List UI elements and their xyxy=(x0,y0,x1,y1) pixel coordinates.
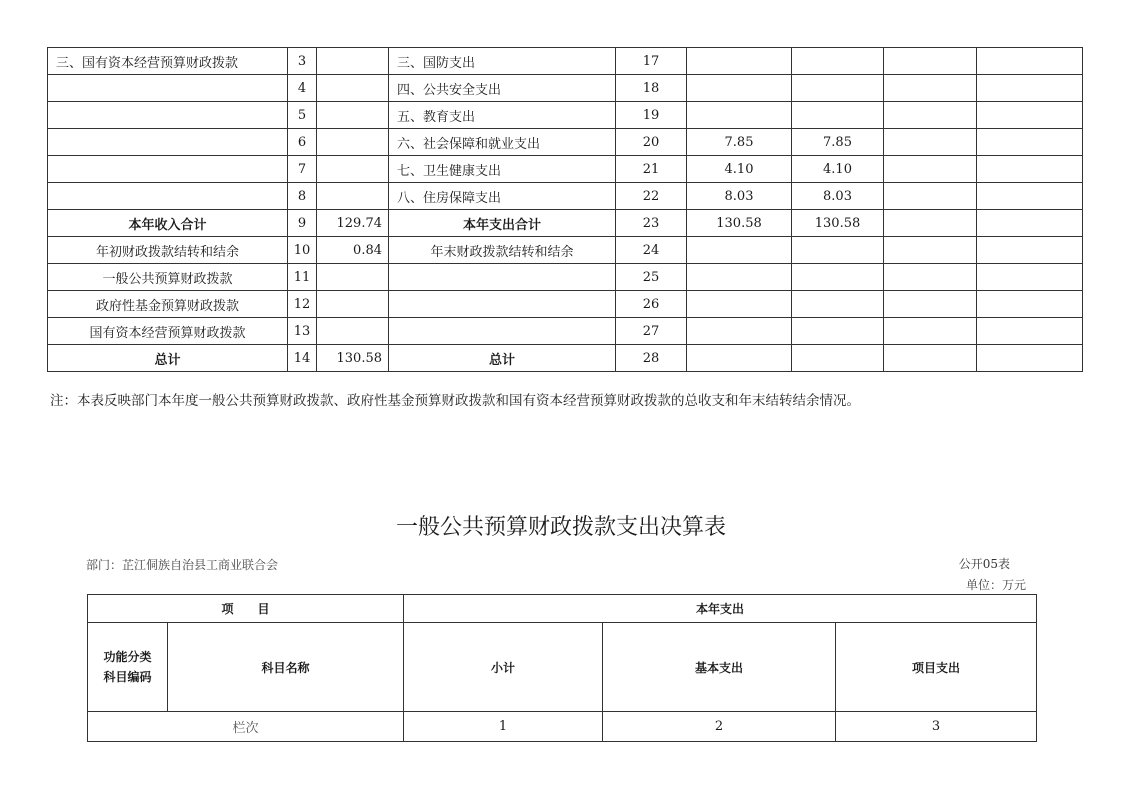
income-row-number: 4 xyxy=(288,75,317,102)
expense-col-4 xyxy=(977,129,1083,156)
expense-subtotal xyxy=(687,264,792,291)
expense-row-number: 24 xyxy=(616,237,687,264)
expense-col-4 xyxy=(977,75,1083,102)
expense-col-3 xyxy=(884,345,977,372)
expense-col-4 xyxy=(977,264,1083,291)
expense-row-number: 18 xyxy=(616,75,687,102)
expense-col-3 xyxy=(884,75,977,102)
expense-col-2 xyxy=(792,291,884,318)
expense-item: 八、住房保障支出 xyxy=(389,183,616,210)
income-amount xyxy=(317,183,389,210)
income-row-number: 5 xyxy=(288,102,317,129)
income-item: 一般公共预算财政拨款 xyxy=(48,264,288,291)
income-amount xyxy=(317,156,389,183)
expense-col-3 xyxy=(884,210,977,237)
income-row-number: 6 xyxy=(288,129,317,156)
income-amount xyxy=(317,318,389,345)
expense-col-4 xyxy=(977,291,1083,318)
income-row-number: 7 xyxy=(288,156,317,183)
expense-col-3 xyxy=(884,318,977,345)
expense-col-3 xyxy=(884,129,977,156)
table-row xyxy=(48,291,1083,318)
expense-col-4 xyxy=(977,183,1083,210)
income-expense-table xyxy=(47,47,1083,372)
col-number-1: 1 xyxy=(404,712,603,742)
expense-col-2 xyxy=(792,48,884,75)
expense-item: 六、社会保障和就业支出 xyxy=(389,129,616,156)
expense-col-2: 7.85 xyxy=(792,129,884,156)
expense-col-3 xyxy=(884,48,977,75)
expense-row-number: 22 xyxy=(616,183,687,210)
expense-subtotal xyxy=(687,102,792,129)
income-amount xyxy=(317,48,389,75)
expense-subtotal: 8.03 xyxy=(687,183,792,210)
income-item xyxy=(48,102,288,129)
income-row-number: 12 xyxy=(288,291,317,318)
expense-col-2 xyxy=(792,318,884,345)
expense-col-3 xyxy=(884,264,977,291)
expense-subtotal xyxy=(687,345,792,372)
table-row xyxy=(48,210,1083,237)
table-row xyxy=(48,48,1083,75)
expense-col-3 xyxy=(884,102,977,129)
col-number-2: 2 xyxy=(603,712,836,742)
expense-col-4 xyxy=(977,156,1083,183)
income-row-number: 3 xyxy=(288,48,317,75)
table-row xyxy=(48,264,1083,291)
table-note: 注：本表反映部门本年度一般公共预算财政拨款、政府性基金预算财政拨款和国有资本经营预算财政拨款的总收支和年末结转结余情况。 xyxy=(50,393,860,409)
row-label: 栏次 xyxy=(88,712,404,742)
income-row-number: 14 xyxy=(288,345,317,372)
expense-col-4 xyxy=(977,102,1083,129)
expense-col-2: 8.03 xyxy=(792,183,884,210)
expense-col-3 xyxy=(884,291,977,318)
income-amount: 130.58 xyxy=(317,345,389,372)
expense-col-4 xyxy=(977,345,1083,372)
expense-col-4 xyxy=(977,237,1083,264)
income-row-number: 10 xyxy=(288,237,317,264)
expense-col-4 xyxy=(977,48,1083,75)
income-amount: 129.74 xyxy=(317,210,389,237)
income-row-number: 11 xyxy=(288,264,317,291)
header-item: 项 目 xyxy=(88,595,404,623)
expenditure-table xyxy=(87,594,1037,742)
expense-subtotal xyxy=(687,48,792,75)
header-current-year: 本年支出 xyxy=(404,595,1037,623)
expense-subtotal: 4.10 xyxy=(687,156,792,183)
income-amount xyxy=(317,291,389,318)
expense-row-number: 20 xyxy=(616,129,687,156)
expense-row-number: 19 xyxy=(616,102,687,129)
income-amount xyxy=(317,75,389,102)
income-row-number: 13 xyxy=(288,318,317,345)
expense-col-2 xyxy=(792,75,884,102)
income-amount xyxy=(317,102,389,129)
table-row xyxy=(48,318,1083,345)
income-row-number: 8 xyxy=(288,183,317,210)
income-amount xyxy=(317,264,389,291)
expense-col-2 xyxy=(792,102,884,129)
income-item: 总计 xyxy=(48,345,288,372)
expense-row-number: 25 xyxy=(616,264,687,291)
expense-col-4 xyxy=(977,318,1083,345)
expense-col-3 xyxy=(884,183,977,210)
income-item xyxy=(48,183,288,210)
table-row xyxy=(48,345,1083,372)
income-item: 政府性基金预算财政拨款 xyxy=(48,291,288,318)
expense-item xyxy=(389,318,616,345)
income-row-number: 9 xyxy=(288,210,317,237)
expense-item xyxy=(389,264,616,291)
income-amount: 0.84 xyxy=(317,237,389,264)
header-subtotal: 小计 xyxy=(404,623,603,712)
header-basic-expense: 基本支出 xyxy=(603,623,836,712)
expense-item xyxy=(389,291,616,318)
income-item xyxy=(48,75,288,102)
expense-subtotal xyxy=(687,318,792,345)
expense-item: 五、教育支出 xyxy=(389,102,616,129)
expense-item: 总计 xyxy=(389,345,616,372)
expense-item: 四、公共安全支出 xyxy=(389,75,616,102)
unit-label: 单位：万元 xyxy=(965,578,1026,592)
expense-row-number: 21 xyxy=(616,156,687,183)
header-project-expense: 项目支出 xyxy=(836,623,1037,712)
table-row xyxy=(48,129,1083,156)
expense-row-number: 26 xyxy=(616,291,687,318)
expense-col-3 xyxy=(884,156,977,183)
table-row xyxy=(48,237,1083,264)
expense-item: 本年支出合计 xyxy=(389,210,616,237)
expense-item: 年末财政拨款结转和结余 xyxy=(389,237,616,264)
expense-subtotal xyxy=(687,291,792,318)
expense-row-number: 28 xyxy=(616,345,687,372)
department-label: 部门：芷江侗族自治县工商业联合会 xyxy=(86,558,279,572)
expense-col-2 xyxy=(792,264,884,291)
income-item: 三、国有资本经营预算财政拨款 xyxy=(48,48,288,75)
table-row xyxy=(48,75,1083,102)
income-item xyxy=(48,129,288,156)
col-number-3: 3 xyxy=(836,712,1037,742)
expense-subtotal: 7.85 xyxy=(687,129,792,156)
expense-subtotal: 130.58 xyxy=(687,210,792,237)
header-subject-name: 科目名称 xyxy=(168,623,404,712)
table-row xyxy=(48,183,1083,210)
expense-subtotal xyxy=(687,75,792,102)
income-item: 国有资本经营预算财政拨款 xyxy=(48,318,288,345)
expense-row-number: 17 xyxy=(616,48,687,75)
expense-item: 七、卫生健康支出 xyxy=(389,156,616,183)
expense-subtotal xyxy=(687,237,792,264)
expense-row-number: 27 xyxy=(616,318,687,345)
expense-col-2: 4.10 xyxy=(792,156,884,183)
table-row xyxy=(48,102,1083,129)
income-item: 年初财政拨款结转和结余 xyxy=(48,237,288,264)
expense-col-2: 130.58 xyxy=(792,210,884,237)
expense-row-number: 23 xyxy=(616,210,687,237)
expense-col-2 xyxy=(792,345,884,372)
table-row xyxy=(48,156,1083,183)
form-number: 公开05表 xyxy=(958,557,1010,571)
expense-col-3 xyxy=(884,237,977,264)
header-function-code: 功能分类 科目编码 xyxy=(88,623,168,712)
expense-col-4 xyxy=(977,210,1083,237)
page-title: 一般公共预算财政拨款支出决算表 xyxy=(395,515,726,540)
income-item: 本年收入合计 xyxy=(48,210,288,237)
income-amount xyxy=(317,129,389,156)
expense-item: 三、国防支出 xyxy=(389,48,616,75)
expense-col-2 xyxy=(792,237,884,264)
income-item xyxy=(48,156,288,183)
